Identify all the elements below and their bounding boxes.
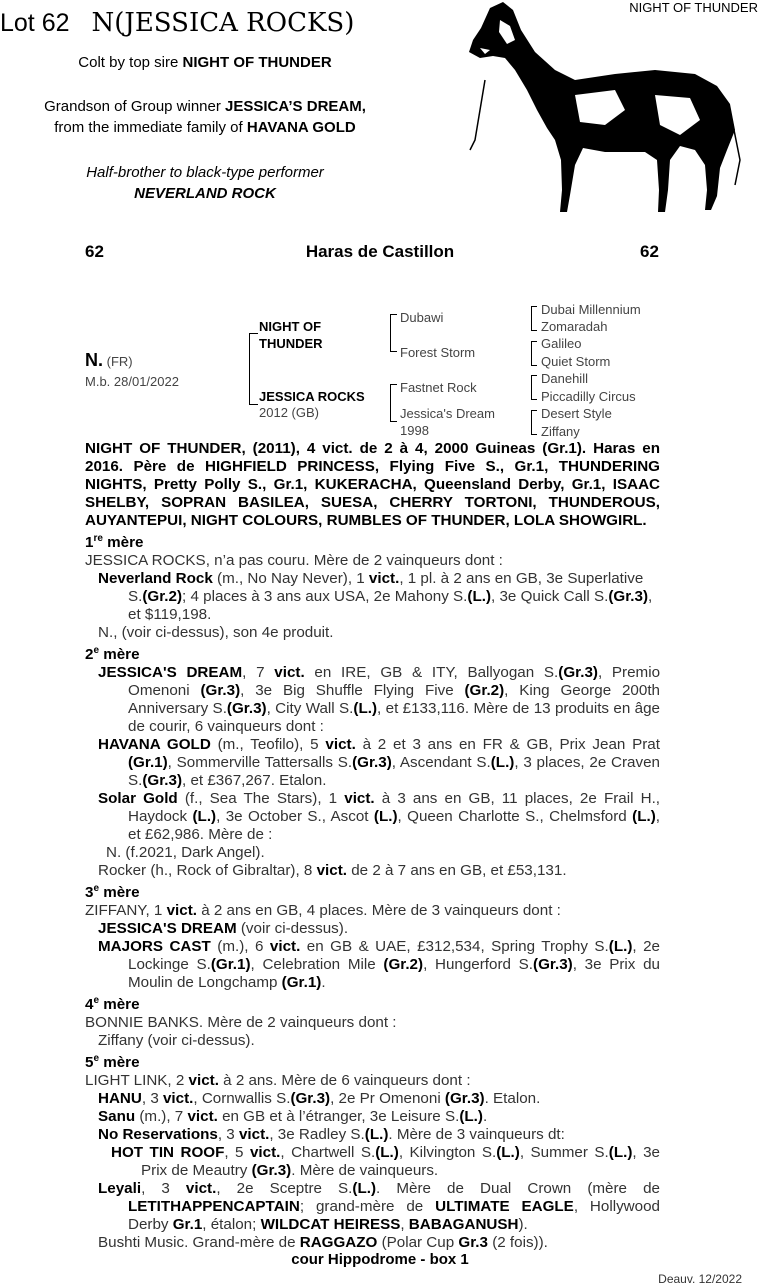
highlight-line-2: Grandson of Group winner JESSICA’S DREAM, [44, 98, 366, 115]
section-5e-mere: 5e mère [85, 1053, 140, 1072]
highlight-line-5: NEVERLAND ROCK [134, 185, 276, 202]
lot-horse-name: N(JESSICA ROCKS) [91, 8, 355, 38]
progeny-ziffany: Ziffany (voir ci-dessus). [98, 1032, 255, 1050]
pedigree-ss: Dubawi [400, 310, 444, 325]
progeny-leyali: Leyali, 3 vict., 2e Sceptre S.(L.). Mère de Dual Crown (mère de LETITHAPPENCAPTAIN; grand-mère de ULTIMATE EAGLE, Hollywood Derby Gr.1, étalon; WILDCAT HEIRESS, BABAGANUSH). [98, 1180, 660, 1234]
box-location: cour Hippodrome - box 1 [291, 1251, 469, 1268]
header-center: Haras de Castillon [305, 242, 455, 261]
pedigree-ds: Fastnet Rock [400, 380, 477, 395]
dam-4: BONNIE BANKS. Mère de 2 vainqueurs dont : [85, 1014, 397, 1032]
dam-5: LIGHT LINK, 2 vict. à 2 ans. Mère de 6 vainqueurs dont : [85, 1072, 471, 1090]
section-3e-mere: 3e mère [85, 883, 140, 902]
pedigree-sire: NIGHT OF THUNDER [259, 319, 323, 351]
progeny-solar-gold-child: N. (f.2021, Dark Angel). [106, 844, 265, 862]
lot-reference: N., (voir ci-dessus), son 4e produit. [98, 624, 334, 642]
highlight-line-4: Half-brother to black-type performer [86, 164, 324, 181]
horse-photo [455, 0, 745, 215]
section-4e-mere: 4e mère [85, 995, 140, 1014]
pedigree-dsd: Piccadilly Circus [541, 389, 636, 404]
highlight-line-1: Colt by top sire NIGHT OF THUNDER [78, 54, 332, 71]
progeny-hot-tin-roof: HOT TIN ROOF, 5 vict., Chartwell S.(L.), Kilvington S.(L.), Summer S.(L.), 3e Prix de Meautry (Gr.3). Mère de vainqueurs. [111, 1144, 660, 1180]
sire-intro: NIGHT OF THUNDER, (2011), 4 vict. de 2 à 4, 2000 Guineas (Gr.1). Haras en 2016. Père de HIGHFIELD PRINCESS, Flying Five S., Gr.1, THUNDERING NIGHTS, Pretty Polly S., Gr.1, KUKERACHA, Queensland Derby, Gr.1, ISAAC SHELBY, SOPRAN BASILEA, SUESA, CHERRY TORTONI, THUNDEROUS, AUYANTEPUI, NIGHT COLOURS, RUMBLES OF THUNDER, LOLA SHOWGIRL. [85, 440, 660, 529]
pedigree-dds: Desert Style [541, 406, 612, 421]
pedigree-bracket-1 [249, 333, 258, 405]
pedigree-sds: Galileo [541, 336, 582, 351]
lot-number: Lot 62 [0, 9, 70, 37]
dam-1: JESSICA ROCKS, n’a pas couru. Mère de 2 vainqueurs dont : [85, 552, 503, 570]
progeny-majors-cast: MAJORS CAST (m.), 6 vict. en GB & UAE, £312,534, Spring Trophy S.(L.), 2e Lockinge S.(Gr.1), Celebration Mile (Gr.2), Hungerford S.(Gr.3), 3e Prix du Moulin de Longchamp (Gr.1). [98, 938, 660, 992]
progeny-solar-gold: Solar Gold (f., Sea The Stars), 1 vict. à 3 ans en GB, 11 places, 2e Frail H., Haydock (L.), 3e October S., Ascot (L.), Queen Charlotte S., Chelmsford (L.), et £62,986. Mère de : [98, 790, 661, 844]
header-left: 62 [85, 242, 104, 261]
pedigree-sss: Dubai Millennium [541, 302, 641, 317]
progeny-sanu: Sanu (m.), 7 vict. en GB et à l’étranger, 3e Leisure S.(L.). [98, 1108, 488, 1126]
pedigree-bracket-4 [531, 306, 537, 331]
pedigree-sdd: Quiet Storm [541, 354, 611, 369]
catalogue-text [85, 440, 660, 1252]
pedigree-bracket-7 [531, 410, 537, 435]
pedigree-ssd: Zomaradah [541, 319, 608, 334]
pedigree-horse: N. (FR) [85, 350, 133, 370]
pedigree-dam: JESSICA ROCKS [259, 389, 365, 404]
progeny-hanu: HANU, 3 vict., Cornwallis S.(Gr.3), 2e Pr Omenoni (Gr.3). Etalon. [98, 1090, 541, 1108]
lot-title [0, 8, 354, 38]
progeny-jessicas-dream: JESSICA'S DREAM (voir ci-dessus). [98, 920, 349, 938]
progeny-havana-gold: HAVANA GOLD (m., Teofilo), 5 vict. à 2 et 3 ans en FR & GB, Prix Jean Prat (Gr.1), Sommerville Tattersalls S.(Gr.3), Ascendant S.(L.), 3 places, 2e Craven S.(Gr.3), et £367,267. Etalon. [98, 736, 660, 790]
section-2e-mere: 2e mère [85, 645, 140, 664]
pedigree-bracket-2 [390, 314, 397, 352]
pedigree-ddd: Ziffany [541, 424, 580, 439]
sibling-neverland-rock: Neverland Rock (m., No Nay Never), 1 vict., 1 pl. à 2 ans en GB, 3e Superlative S.(Gr.2); 4 places à 3 ans aux USA, 2e Mahony S.(L.), 3e Quick Call S.(Gr.3), et $119,198. [98, 570, 653, 624]
progeny-bushti-music: Bushti Music. Grand-mère de RAGGAZO (Polar Cup Gr.3 (2 fois)). [98, 1234, 548, 1252]
section-1re-mere: 1re mère [85, 533, 144, 552]
progeny-no-reservations: No Reservations, 3 vict., 3e Radley S.(L.). Mère de 3 vainqueurs dt: [98, 1126, 565, 1144]
progeny-rocker: Rocker (h., Rock of Gibraltar), 8 vict. de 2 à 7 ans en GB, et £53,131. [98, 862, 567, 880]
pedigree-birth: M.b. 28/01/2022 [85, 374, 179, 389]
header-right: 62 [640, 242, 659, 261]
pedigree-dd-year: 1998 [400, 423, 429, 438]
pedigree-dss: Danehill [541, 371, 588, 386]
pedigree-bracket-5 [531, 341, 537, 366]
pedigree-dam-info: 2012 (GB) [259, 405, 319, 420]
pedigree-sd: Forest Storm [400, 345, 476, 360]
highlight-line-3: from the immediate family of HAVANA GOLD [54, 119, 356, 136]
sale-reference: Deauv. 12/2022 [658, 1272, 742, 1286]
dam-3: ZIFFANY, 1 vict. à 2 ans en GB, 4 places. Mère de 3 vainqueurs dont : [85, 902, 561, 920]
photo-caption: NIGHT OF THUNDER [629, 0, 758, 15]
dam-2: JESSICA'S DREAM, 7 vict. en IRE, GB & ITY, Ballyogan S.(Gr.3), Premio Omenoni (Gr.3), 3e Big Shuffle Flying Five (Gr.2), King George 200th Anniversary S.(Gr.3), City Wall S.(L.), et £133,116. Mère de 13 produits en âge de courir, 6 vainqueurs dont : [98, 664, 661, 736]
pedigree-dd: Jessica's Dream [400, 406, 495, 421]
pedigree-bracket-3 [390, 384, 397, 422]
pedigree-bracket-6 [531, 375, 537, 400]
